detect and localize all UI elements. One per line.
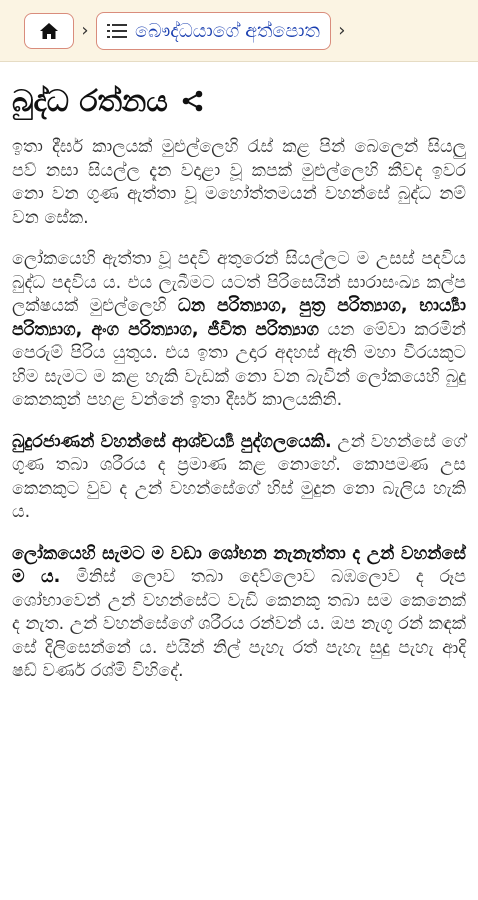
breadcrumb-separator: › bbox=[81, 20, 89, 41]
home-icon bbox=[39, 22, 59, 40]
paragraph-text: ඉතා දීර්ඝ කාලයක් මුළුල්ලෙහි රැස් කළ පින් බෙලෙන් සියලු පව් නසා සියල්ල දැන වදාළා වූ කපක් මුළුල්ලෙහි කීවද ඉවර නො වන ගුණ ඇත්තා වූ මහෝත්තමයන් වහන්සේ බුද්ධ නම් වන සේක. bbox=[12, 137, 466, 228]
breadcrumb-section-label: බෞද්ධයාගේ අත්පොත bbox=[135, 19, 320, 42]
breadcrumb-section-button[interactable] bbox=[96, 12, 331, 50]
title-row bbox=[12, 76, 466, 126]
paragraph bbox=[12, 543, 466, 684]
share-icon[interactable] bbox=[182, 90, 204, 112]
paragraph-text: යන මේවා කරමින් පෙරුම් පිරිය යුතුය. එය ඉතා උදාර අදහස් ඇති මහා වීරයකුට හිම සැමට ම කළ හැකි වැඩක් නො වන බැවින් ලෝකයෙහි බුදු කෙනකුන් පහළ වන්නේ ඉතා දීර්ඝ කාලයකිනි. bbox=[12, 319, 466, 410]
paragraph-text: ලෝකයෙහි ඇත්තා වූ පදවි අතුරෙන් සියල්ලට ම උසස් පදවිය බුද්ධ පදවිය ය. එය ලැබීමට යටත් පිරිසෙයින් සාරාසංඛ්‍ය කල්ප ලක්ෂයක් මුළුල්ලෙහි bbox=[12, 249, 466, 316]
breadcrumb bbox=[0, 0, 478, 62]
paragraph bbox=[12, 248, 466, 413]
paragraph bbox=[12, 431, 466, 525]
paragraph-bold-text: ධන පරිත්‍යාග, පුත්‍ර පරිත්‍යාග, භාර්‍ය්‍යා පරිත්‍යාග, අංග පරිත්‍යාග, ජීවිත පරිත්‍යාග bbox=[12, 296, 466, 340]
page-title: බුද්ධ රත්නය bbox=[12, 83, 168, 119]
paragraph-bold-text: බුදුරජාණන් වහන්සේ ආශ්චර්‍ය්‍ය පුද්ගලයෙකි. bbox=[12, 431, 332, 452]
paragraph-bold-text: ලෝකයෙහි සැමට ම වඩා ශෝභන නැනැත්තා ද උන් වහන්සේ ම ය. bbox=[12, 543, 466, 587]
breadcrumb-separator: › bbox=[338, 20, 346, 41]
article bbox=[0, 62, 478, 684]
paragraph bbox=[12, 136, 466, 230]
home-button[interactable] bbox=[24, 13, 74, 49]
list-icon bbox=[107, 24, 127, 38]
paragraph-text: මිනිස් ලොව තබා දෙව්ලොව බඹලොව ද රූප ශෝභාවෙන් උන් වහන්සේට වැඩි කෙනකු තබා සම කෙනෙක් ද නැත. උන් වහන්සේගේ ශරීරය රන්වන් ය. ඔප නැගූ රන් කඳක් සේ දිලිසෙන්නේ ය. එයින් නිල් පැහැ රත් පැහැ සුදු පැහැ ආදි ෂඩ් වර්ණ රශ්මි විහිදේ. bbox=[12, 567, 466, 681]
paragraph-text: උන් වහන්සේ ගේ ගුණ තබා ශරීරය ද ප්‍රමාණ කළ නොහේ. කොපමණ උස කෙනකුට වුව ද උන් වහන්සේගේ හිස් මුදුන නො බැලිය හැකි ය. bbox=[12, 431, 467, 522]
